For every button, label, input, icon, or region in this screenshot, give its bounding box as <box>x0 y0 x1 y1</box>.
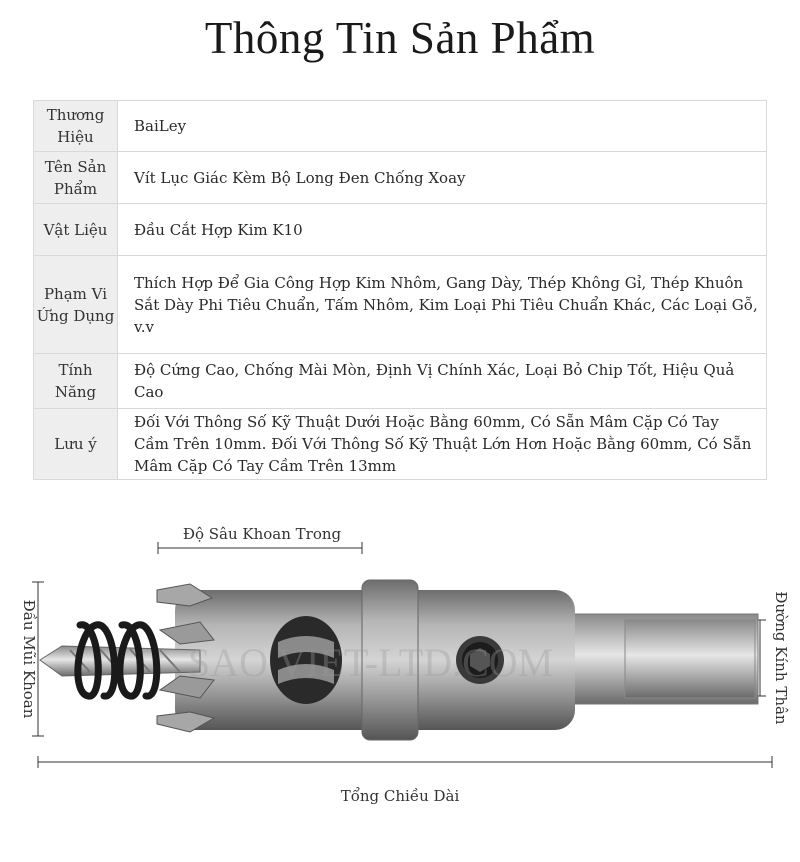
depth-dimension <box>158 525 362 554</box>
spec-label: Thương Hiệu <box>34 101 118 152</box>
spec-table <box>33 100 767 480</box>
length-label: Tổng Chiều Dài <box>340 787 460 805</box>
page-title: Thông Tin Sản Phẩm <box>204 13 596 63</box>
spec-value: Vít Lục Giác Kèm Bộ Long Đen Chống Xoay <box>118 152 767 204</box>
spec-value: BaiLey <box>118 101 767 152</box>
spec-value: Thích Hợp Để Gia Công Hợp Kim Nhôm, Gang Dày, Thép Không Gỉ, Thép Khuôn Sắt Dày Phi Tiêu Chuẩn, Tấm Nhôm, Kim Loại Phi Tiêu Chuẩn Khác, Các Loại Gỗ, v.v <box>118 256 767 354</box>
spec-row <box>34 204 767 256</box>
spec-row <box>34 409 767 480</box>
watermark-text: SAO VIET-LTD.COM <box>188 640 554 685</box>
spec-label: Lưu ý <box>34 409 118 480</box>
shank-label: Đường Kính Thân <box>772 591 790 725</box>
depth-label: Độ Sâu Khoan Trong <box>182 525 342 543</box>
spec-row <box>34 101 767 152</box>
spec-label: Tên Sản Phẩm <box>34 152 118 204</box>
spec-row <box>34 354 767 409</box>
spec-label: Tính Năng <box>34 354 118 409</box>
drill-diagram <box>0 480 800 862</box>
spec-label: Phạm Vi Ứng Dụng <box>34 256 118 354</box>
tip-dimension <box>20 582 44 736</box>
spec-value: Độ Cứng Cao, Chống Mài Mòn, Định Vị Chính Xác, Loại Bỏ Chip Tốt, Hiệu Quả Cao <box>118 354 767 409</box>
spec-label: Vật Liệu <box>34 204 118 256</box>
spec-row <box>34 256 767 354</box>
spec-value: Đối Với Thông Số Kỹ Thuật Dưới Hoặc Bằng 60mm, Có Sẵn Mâm Cặp Có Tay Cầm Trên 10mm. Đối Với Thông Số Kỹ Thuật Lớn Hơn Hoặc Bằng 60mm, Có Sẵn Mâm Cặp Có Tay Cầm Trên 13mm <box>118 409 767 480</box>
shank-dimension <box>754 591 790 725</box>
spec-row <box>34 152 767 204</box>
spec-value: Đầu Cắt Hợp Kim K10 <box>118 204 767 256</box>
length-dimension <box>38 756 772 805</box>
tip-label: Đầu Mũi Khoan <box>20 599 38 719</box>
